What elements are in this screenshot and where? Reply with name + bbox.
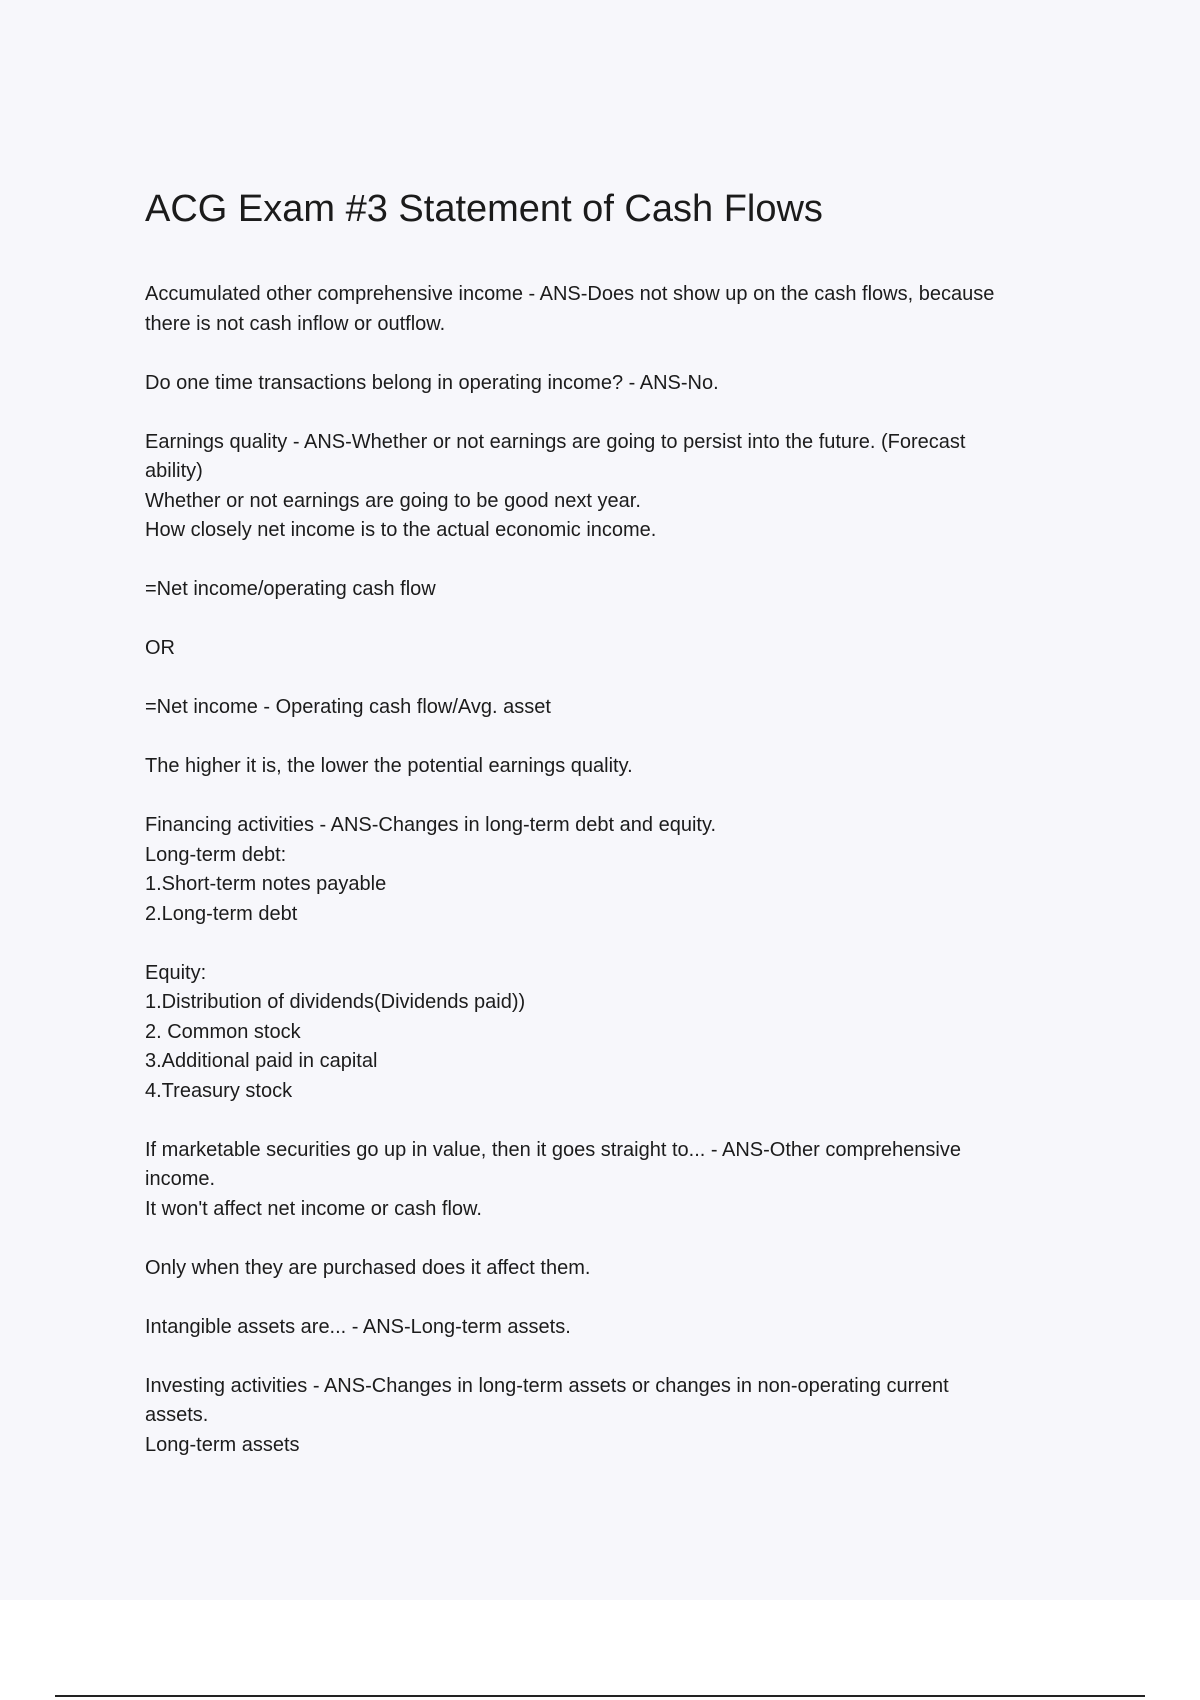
text-line: Investing activities - ANS-Changes in long-term assets or changes in non-operating current xyxy=(145,1374,949,1397)
blank-line xyxy=(145,929,1105,959)
text-line: 4.Treasury stock xyxy=(145,1079,293,1102)
text-line: If marketable securities go up in value, then it goes straight to... - ANS-Other comprehensive xyxy=(145,1138,961,1161)
blank-line xyxy=(145,723,1105,753)
blank-line xyxy=(145,664,1105,694)
text-line: OR xyxy=(145,637,175,659)
blank-line xyxy=(145,1106,1105,1136)
text-line: there is not cash inflow or outflow. xyxy=(145,312,446,335)
text-line: How closely net income is to the actual economic income. xyxy=(145,519,657,541)
text-line: Accumulated other comprehensive income - ANS-Does not show up on the cash flows, because xyxy=(145,283,995,305)
text-line: Only when they are purchased does it affect them. xyxy=(145,1256,591,1279)
text-line: Long-term assets xyxy=(145,1433,300,1456)
text-line: Do one time transactions belong in operating income? - ANS-No. xyxy=(145,371,719,394)
text-line: 1.Short-term notes payable xyxy=(145,873,387,895)
text-line: ability) xyxy=(145,460,203,482)
document-title: ACG Exam #3 Statement of Cash Flows xyxy=(145,188,823,230)
text-line: 3.Additional paid in capital xyxy=(145,1050,378,1072)
text-line: =Net income/operating cash flow xyxy=(145,578,436,600)
footer-divider xyxy=(55,1695,1145,1697)
text-line: Equity: xyxy=(145,961,207,984)
blank-line xyxy=(145,546,1105,576)
text-line: 2. Common stock xyxy=(145,1020,301,1043)
document-body xyxy=(145,280,1105,1460)
text-line: income. xyxy=(145,1168,216,1190)
text-line: =Net income - Operating cash flow/Avg. asset xyxy=(145,696,551,718)
text-line: 2.Long-term debt xyxy=(145,902,298,925)
text-line: Long-term debt: xyxy=(145,843,287,866)
text-line: Intangible assets are... - ANS-Long-term assets. xyxy=(145,1315,571,1338)
blank-line xyxy=(145,398,1105,428)
blank-line xyxy=(145,605,1105,635)
blank-line xyxy=(145,339,1105,369)
text-line: It won't affect net income or cash flow. xyxy=(145,1197,482,1220)
text-line: Whether or not earnings are going to be good next year. xyxy=(145,489,641,512)
blank-line xyxy=(145,1224,1105,1254)
blank-line xyxy=(145,1283,1105,1313)
text-line: Financing activities - ANS-Changes in long-term debt and equity. xyxy=(145,814,717,836)
text-line: 1.Distribution of dividends(Dividends paid)) xyxy=(145,991,526,1013)
blank-line xyxy=(145,782,1105,812)
text-line: The higher it is, the lower the potential earnings quality. xyxy=(145,755,633,777)
text-line: assets. xyxy=(145,1404,209,1426)
text-line: Earnings quality - ANS-Whether or not earnings are going to persist into the future. (Forecast xyxy=(145,430,966,453)
blank-line xyxy=(145,1342,1105,1372)
